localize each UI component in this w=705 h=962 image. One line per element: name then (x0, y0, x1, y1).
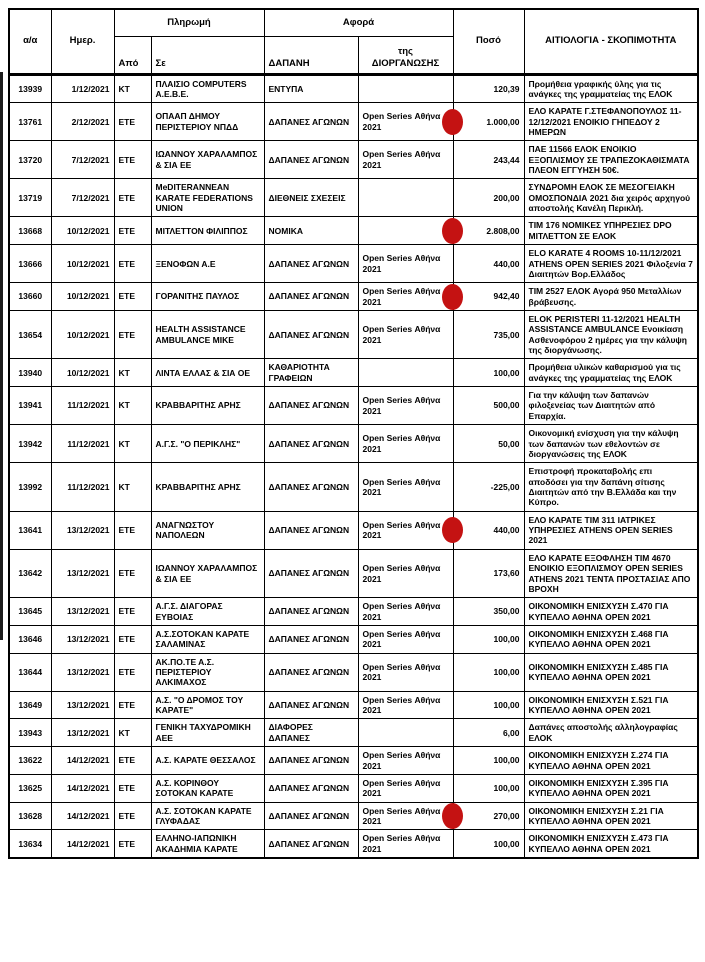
row-amount: 6,00 (502, 727, 520, 738)
row-event: Open Series Αθήνα 2021 (358, 747, 453, 775)
row-id: 13720 (9, 141, 51, 179)
row-event (358, 719, 453, 747)
row-amount: 100,00 (493, 755, 520, 766)
row-expense: ΔΑΠΑΝΕΣ ΑΓΩΝΩΝ (264, 625, 358, 653)
row-date: 10/12/2021 (51, 359, 114, 387)
row-event: Open Series Αθήνα 2021 (358, 425, 453, 463)
row-id: 13642 (9, 549, 51, 597)
row-expense: ΔΑΠΑΝΕΣ ΑΓΩΝΩΝ (264, 747, 358, 775)
row-amount: 440,00 (493, 258, 520, 269)
row-to: Α.Σ. "Ο ΔΡΟΜΟΣ ΤΟΥ ΚΑΡΑΤΕ" (151, 691, 264, 719)
row-expense: ΔΑΠΑΝΕΣ ΑΓΩΝΩΝ (264, 653, 358, 691)
row-date: 10/12/2021 (51, 245, 114, 283)
table-row (9, 103, 698, 141)
row-event (358, 217, 453, 245)
scan-edge-artifact (0, 72, 3, 640)
row-id: 13939 (9, 74, 51, 103)
row-date: 10/12/2021 (51, 283, 114, 311)
row-amount: 100,00 (493, 367, 520, 378)
row-from: ΚΤ (114, 387, 151, 425)
row-event: Open Series Αθήνα 2021 (358, 103, 453, 141)
row-to: ΕΛΛΗΝΟ-ΙΑΠΩΝΙΚΗ ΑΚΑΔΗΜΙΑ ΚΑΡΑΤΕ (151, 830, 264, 858)
row-from: ΕΤΕ (114, 283, 151, 311)
row-to: ΞΕΝΟΦΩΝ Α.Ε (151, 245, 264, 283)
row-justification: ΟΙΚΟΝΟΜΙΚΗ ΕΝΙΣΧΥΣΗ Σ.274 ΓΙΑ ΚΥΠΕΛΛΟ ΑΘΗΝΑ OPEN 2021 (524, 747, 698, 775)
row-from: ΕΤΕ (114, 103, 151, 141)
header-group-payment: Πληρωμή (114, 9, 264, 36)
row-justification: ΠΑΕ 11566 ΕΛΟΚ ΕΝΟΙΚΙΟ ΕΞΟΠΛΙΣΜΟΥ ΣΕ ΤΡΑΠΕΖΟΚΑΘΙΣΜΑΤΑ ΠΛΕΟΝ ΕΓΓΥΗΣΗ 50€. (524, 141, 698, 179)
row-date: 11/12/2021 (51, 425, 114, 463)
row-expense: ΔΑΠΑΝΕΣ ΑΓΩΝΩΝ (264, 830, 358, 858)
row-id: 13940 (9, 359, 51, 387)
red-dot-marker (442, 517, 463, 543)
row-justification: Για την κάλυψη των δαπανών φιλοξενείας των Διαιτητών από Επαρχία. (524, 387, 698, 425)
row-from: ΕΤΕ (114, 245, 151, 283)
row-to: Α.Σ.ΣΟΤΟΚΑΝ ΚΑΡΑΤΕ ΣΑΛΑΜΙΝΑΣ (151, 625, 264, 653)
row-date: 2/12/2021 (51, 103, 114, 141)
row-id: 13654 (9, 310, 51, 358)
table-row (9, 245, 698, 283)
row-date: 13/12/2021 (51, 598, 114, 626)
row-amount: 50,00 (498, 438, 520, 449)
table-row (9, 511, 698, 549)
row-expense: ΔΑΠΑΝΕΣ ΑΓΩΝΩΝ (264, 774, 358, 802)
row-id: 13622 (9, 747, 51, 775)
row-date: 11/12/2021 (51, 463, 114, 511)
row-from: ΕΤΕ (114, 830, 151, 858)
row-from: ΕΤΕ (114, 774, 151, 802)
header-to: Σε (151, 36, 264, 74)
row-justification: Επιστροφή προκαταβολής επι αποδόσει για την δαπάνη σίτισης Διαιτητών από την Β.Ελλάδα και την Κύπρο. (524, 463, 698, 511)
row-from: ΕΤΕ (114, 747, 151, 775)
row-id: 13625 (9, 774, 51, 802)
row-expense: ΕΝΤΥΠΑ (264, 74, 358, 103)
row-event: Open Series Αθήνα 2021 (358, 141, 453, 179)
red-dot-marker (442, 218, 463, 244)
row-to: MeDITERANNEAN KARATE FEDERATIONS UNION (151, 179, 264, 217)
row-id: 13646 (9, 625, 51, 653)
row-date: 14/12/2021 (51, 802, 114, 830)
row-event: Open Series Αθήνα 2021 (358, 802, 453, 830)
expense-table (8, 8, 699, 859)
red-dot-marker (442, 803, 463, 829)
row-to: ΙΩΑΝΝΟΥ ΧΑΡΑΛΑΜΠΟΣ & ΣΙΑ ΕΕ (151, 549, 264, 597)
table-row (9, 549, 698, 597)
row-expense: ΔΑΠΑΝΕΣ ΑΓΩΝΩΝ (264, 549, 358, 597)
header-date: Ημερ. (51, 9, 114, 74)
row-amount-cell (453, 387, 524, 425)
row-amount-cell (453, 141, 524, 179)
row-from: ΕΤΕ (114, 141, 151, 179)
row-amount: -225,00 (490, 481, 520, 492)
row-event: Open Series Αθήνα 2021 (358, 310, 453, 358)
row-amount: 173,60 (493, 568, 520, 579)
table-row (9, 463, 698, 511)
row-event: Open Series Αθήνα 2021 (358, 283, 453, 311)
row-amount: 100,00 (493, 667, 520, 678)
row-amount: 243,44 (493, 154, 520, 165)
row-amount-cell (453, 217, 524, 245)
row-expense: ΔΑΠΑΝΕΣ ΑΓΩΝΩΝ (264, 598, 358, 626)
row-id: 13992 (9, 463, 51, 511)
row-amount: 100,00 (493, 699, 520, 710)
row-expense: ΔΑΠΑΝΕΣ ΑΓΩΝΩΝ (264, 802, 358, 830)
row-from: ΕΤΕ (114, 310, 151, 358)
row-from: ΕΤΕ (114, 625, 151, 653)
row-amount: 270,00 (493, 810, 520, 821)
row-to: ΙΩΑΝΝΟΥ ΧΑΡΑΛΑΜΠΟΣ & ΣΙΑ ΕΕ (151, 141, 264, 179)
row-amount: 440,00 (493, 525, 520, 536)
row-justification: ΟΙΚΟΝΟΜΙΚΗ ΕΝΙΣΧΥΣΗ Σ.470 ΓΙΑ ΚΥΠΕΛΛΟ ΑΘΗΝΑ OPEN 2021 (524, 598, 698, 626)
row-from: ΕΤΕ (114, 653, 151, 691)
header-group-concerns: Αφορά (264, 9, 453, 36)
row-amount: 735,00 (493, 329, 520, 340)
table-row (9, 747, 698, 775)
row-to: ΚΡΑΒΒΑΡΙΤΗΣ ΑΡΗΣ (151, 463, 264, 511)
table-row (9, 387, 698, 425)
table-body (9, 74, 698, 858)
row-to: ΓΟΡΑΝΙΤΗΣ ΠΑΥΛΟΣ (151, 283, 264, 311)
row-amount-cell (453, 245, 524, 283)
row-expense: ΔΑΠΑΝΕΣ ΑΓΩΝΩΝ (264, 425, 358, 463)
row-justification: Προμήθεια γραφικής ύλης για τις ανάγκες της γραμματείας της ΕΛΟΚ (524, 74, 698, 103)
row-id: 13628 (9, 802, 51, 830)
row-amount-cell (453, 625, 524, 653)
row-from: ΕΤΕ (114, 511, 151, 549)
row-event (358, 359, 453, 387)
row-from: ΚΤ (114, 719, 151, 747)
row-justification: ELOK PERISTERI 11-12/2021 HEALTH ASSISTANCE AMBULANCE Ενοικίαση Ασθενοφόρου 2 ημέρες για την κάλυψη της διοργάνωσης. (524, 310, 698, 358)
table-row (9, 425, 698, 463)
row-event: Open Series Αθήνα 2021 (358, 511, 453, 549)
row-to: ΜΙΤΛΕΤΤΟΝ ΦΙΛΙΠΠΟΣ (151, 217, 264, 245)
table-row (9, 719, 698, 747)
header-event (358, 36, 453, 74)
row-from: ΚΤ (114, 359, 151, 387)
row-expense: ΔΑΠΑΝΕΣ ΑΓΩΝΩΝ (264, 387, 358, 425)
row-justification: ELO KARATE 4 ROOMS 10-11/12/2021 ATHENS OPEN SERIES 2021 Φιλοξενία 7 Διαιτητών Βορ.Ελλάδος (524, 245, 698, 283)
row-amount-cell (453, 747, 524, 775)
row-id: 13943 (9, 719, 51, 747)
row-amount: 942,40 (493, 291, 520, 302)
row-amount-cell (453, 691, 524, 719)
row-expense: ΔΑΠΑΝΕΣ ΑΓΩΝΩΝ (264, 463, 358, 511)
row-id: 13761 (9, 103, 51, 141)
table-row (9, 774, 698, 802)
row-amount: 1.000,00 (486, 116, 520, 127)
row-id: 13649 (9, 691, 51, 719)
row-to: ΑΚ.ΠΟ.ΤΕ Α.Σ. ΠΕΡΙΣΤΕΡΙΟΥ ΑΛΚΙΜΑΧΟΣ (151, 653, 264, 691)
row-amount-cell (453, 802, 524, 830)
row-justification: ΕΛΟ ΚΑΡΑΤΕ Γ.ΣΤΕΦΑΝΟΠΟΥΛΟΣ 11-12/12/2021 ΕΝΟΙΚΙΟ ΓΗΠΕΔΟΥ 2 ΗΜΕΡΩΝ (524, 103, 698, 141)
row-id: 13941 (9, 387, 51, 425)
row-date: 13/12/2021 (51, 691, 114, 719)
row-amount: 350,00 (493, 606, 520, 617)
row-justification: ΤΙΜ 2527 ΕΛΟΚ Αγορά 950 Μεταλλίων βράβευσης. (524, 283, 698, 311)
header-from: Από (114, 36, 151, 74)
row-date: 7/12/2021 (51, 179, 114, 217)
row-to: Α.Σ. ΣΟΤΟΚΑΝ ΚΑΡΑΤΕ ΓΛΥΦΑΔΑΣ (151, 802, 264, 830)
table-row (9, 598, 698, 626)
row-to: ΠΛΑΙΣΙΟ COMPUTERS Α.Ε.Β.Ε. (151, 74, 264, 103)
row-amount-cell (453, 283, 524, 311)
row-justification: ΟΙΚΟΝΟΜΙΚΗ ΕΝΙΣΧΥΣΗ Σ.395 ΓΙΑ ΚΥΠΕΛΛΟ ΑΘΗΝΑ OPEN 2021 (524, 774, 698, 802)
row-event: Open Series Αθήνα 2021 (358, 245, 453, 283)
table-row (9, 830, 698, 858)
row-date: 13/12/2021 (51, 549, 114, 597)
row-justification: ΟΙΚΟΝΟΜΙΚΗ ΕΝΙΣΧΥΣΗ Σ.521 ΓΙΑ ΚΥΠΕΛΛΟ ΑΘΗΝΑ OPEN 2021 (524, 691, 698, 719)
row-from: ΕΤΕ (114, 598, 151, 626)
row-justification: ΕΛΟ ΚΑΡΑΤΕ ΤΙΜ 311 ΙΑΤΡΙΚΕΣ ΥΠΗΡΕΣΙΕΣ ATHENS OPEN SERIES 2021 (524, 511, 698, 549)
row-expense: ΔΑΠΑΝΕΣ ΑΓΩΝΩΝ (264, 141, 358, 179)
row-amount-cell (453, 359, 524, 387)
row-amount-cell (453, 103, 524, 141)
row-to: ΓΕΝΙΚΗ ΤΑΧΥΔΡΟΜΙΚΗ ΑΕΕ (151, 719, 264, 747)
row-date: 10/12/2021 (51, 217, 114, 245)
row-to: ΚΡΑΒΒΑΡΙΤΗΣ ΑΡΗΣ (151, 387, 264, 425)
row-justification: ΣΥΝΔΡΟΜΗ ΕΛΟΚ ΣΕ ΜΕΣΟΓΕΙΑΚΗ ΟΜΟΣΠΟΝΔΙΑ 2021 δια χειρός αρχηγού αποστολής Κανέλη Περικλή. (524, 179, 698, 217)
row-expense: ΔΑΠΑΝΕΣ ΑΓΩΝΩΝ (264, 691, 358, 719)
row-from: ΕΤΕ (114, 217, 151, 245)
row-to: HEALTH ASSISTANCE AMBULANCE MIKE (151, 310, 264, 358)
row-event (358, 179, 453, 217)
row-justification: Προμήθεια υλικών καθαρισμού για τις ανάγκες της γραμματείας της ΕΛΟΚ (524, 359, 698, 387)
row-id: 13634 (9, 830, 51, 858)
table-row (9, 179, 698, 217)
row-event (358, 74, 453, 103)
header-event-line2: ΔΙΟΡΓΑΝΩΣΗΣ (371, 57, 440, 69)
header-justification: ΑΙΤΙΟΛΟΓΙΑ - ΣΚΟΠΙΜΟΤΗΤΑ (524, 9, 698, 74)
row-id: 13660 (9, 283, 51, 311)
row-amount: 100,00 (493, 634, 520, 645)
row-expense: ΔΑΠΑΝΕΣ ΑΓΩΝΩΝ (264, 310, 358, 358)
table-row (9, 691, 698, 719)
table-header (9, 9, 698, 74)
row-date: 14/12/2021 (51, 830, 114, 858)
row-expense: ΔΙΕΘΝΕΙΣ ΣΧΕΣΕΙΣ (264, 179, 358, 217)
row-justification: ΟΙΚΟΝΟΜΙΚΗ ΕΝΙΣΧΥΣΗ Σ.485 ΓΙΑ ΚΥΠΕΛΛΟ ΑΘΗΝΑ OPEN 2021 (524, 653, 698, 691)
row-from: ΚΤ (114, 74, 151, 103)
row-to: ΟΠΑΑΠ ΔΗΜΟΥ ΠΕΡΙΣΤΕΡΙΟΥ ΝΠΔΔ (151, 103, 264, 141)
header-aa: α/α (9, 9, 51, 74)
row-to: Α.Σ. ΚΟΡΙΝΘΟΥ ΣΟΤΟΚΑΝ ΚΑΡΑΤΕ (151, 774, 264, 802)
row-date: 7/12/2021 (51, 141, 114, 179)
row-to: Α.Γ.Σ. ΔΙΑΓΟΡΑΣ ΕΥΒΟΙΑΣ (151, 598, 264, 626)
row-event: Open Series Αθήνα 2021 (358, 598, 453, 626)
row-justification: Δαπάνες αποστολής αλληλογραφίας ΕΛΟΚ (524, 719, 698, 747)
row-date: 10/12/2021 (51, 310, 114, 358)
row-amount: 200,00 (493, 192, 520, 203)
row-justification: ΟΙΚΟΝΟΜΙΚΗ ΕΝΙΣΧΥΣΗ Σ.21 ΓΙΑ ΚΥΠΕΛΛΟ ΑΘΗΝΑ OPEN 2021 (524, 802, 698, 830)
table-row (9, 625, 698, 653)
row-amount-cell (453, 511, 524, 549)
row-justification: ΟΙΚΟΝΟΜΙΚΗ ΕΝΙΣΧΥΣΗ Σ.473 ΓΙΑ ΚΥΠΕΛΛΟ ΑΘΗΝΑ OPEN 2021 (524, 830, 698, 858)
row-expense: ΝΟΜΙΚΑ (264, 217, 358, 245)
row-amount: 100,00 (493, 783, 520, 794)
row-id: 13644 (9, 653, 51, 691)
red-dot-marker (442, 284, 463, 310)
row-id: 13942 (9, 425, 51, 463)
row-date: 1/12/2021 (51, 74, 114, 103)
row-expense: ΔΑΠΑΝΕΣ ΑΓΩΝΩΝ (264, 511, 358, 549)
table-row (9, 283, 698, 311)
row-date: 13/12/2021 (51, 719, 114, 747)
row-expense: ΔΑΠΑΝΕΣ ΑΓΩΝΩΝ (264, 283, 358, 311)
row-id: 13719 (9, 179, 51, 217)
row-amount: 120,39 (493, 83, 520, 94)
row-justification: ΤΙΜ 176 ΝΟΜΙΚΕΣ ΥΠΗΡΕΣΙΕΣ DPO ΜΙΤΛΕΤΤΟΝ ΣΕ ΕΛΟΚ (524, 217, 698, 245)
row-expense: ΔΑΠΑΝΕΣ ΑΓΩΝΩΝ (264, 245, 358, 283)
row-event: Open Series Αθήνα 2021 (358, 625, 453, 653)
row-event: Open Series Αθήνα 2021 (358, 830, 453, 858)
row-id: 13668 (9, 217, 51, 245)
row-to: ΑΝΑΓΝΩΣΤΟΥ ΝΑΠΟΛΕΩΝ (151, 511, 264, 549)
red-dot-marker (442, 109, 463, 135)
table-row (9, 359, 698, 387)
row-amount-cell (453, 179, 524, 217)
row-event: Open Series Αθήνα 2021 (358, 774, 453, 802)
table-row (9, 141, 698, 179)
header-amount: Ποσό (453, 9, 524, 74)
row-amount-cell (453, 598, 524, 626)
row-to: Α.Σ. ΚΑΡΑΤΕ ΘΕΣΣΑΛΟΣ (151, 747, 264, 775)
row-to: ΛΙΝΤΑ ΕΛΛΑΣ & ΣΙΑ ΟΕ (151, 359, 264, 387)
row-from: ΕΤΕ (114, 802, 151, 830)
row-id: 13645 (9, 598, 51, 626)
row-justification: ΕΛΟ ΚΑΡΑΤΕ ΕΞΟΦΛΗΣΗ ΤΙΜ 4670 ΕΝΟΙΚΙΟ ΕΞΟΠΛΙΣΜΟΥ OPEN SERIES ATHENS 2021 ΤΕΝΤΑ ΠΡΟΣΤΑΣΙΑΣ ΑΠΟ ΒΡΟΧΗ (524, 549, 698, 597)
row-event: Open Series Αθήνα 2021 (358, 387, 453, 425)
table-row (9, 802, 698, 830)
row-date: 13/12/2021 (51, 511, 114, 549)
row-from: ΕΤΕ (114, 691, 151, 719)
row-from: ΚΤ (114, 425, 151, 463)
row-justification: Οικονομική ενίσχυση για την κάλυψη των δαπανών των εθελοντών σε διοργανώσεις της ΕΛΟΚ (524, 425, 698, 463)
row-from: ΚΤ (114, 463, 151, 511)
row-expense: ΔΑΠΑΝΕΣ ΑΓΩΝΩΝ (264, 103, 358, 141)
header-expense: ΔΑΠΑΝΗ (264, 36, 358, 74)
row-date: 13/12/2021 (51, 653, 114, 691)
row-date: 13/12/2021 (51, 625, 114, 653)
row-event: Open Series Αθήνα 2021 (358, 653, 453, 691)
row-date: 14/12/2021 (51, 747, 114, 775)
row-amount-cell (453, 74, 524, 103)
table-row (9, 217, 698, 245)
row-date: 11/12/2021 (51, 387, 114, 425)
row-event: Open Series Αθήνα 2021 (358, 463, 453, 511)
row-from: ΕΤΕ (114, 549, 151, 597)
row-justification: ΟΙΚΟΝΟΜΙΚΗ ΕΝΙΣΧΥΣΗ Σ.468 ΓΙΑ ΚΥΠΕΛΛΟ ΑΘΗΝΑ OPEN 2021 (524, 625, 698, 653)
row-amount-cell (453, 774, 524, 802)
header-event-line1: της (398, 46, 413, 58)
row-amount-cell (453, 549, 524, 597)
table-row (9, 653, 698, 691)
row-amount: 500,00 (493, 400, 520, 411)
table-row (9, 74, 698, 103)
row-amount-cell (453, 719, 524, 747)
row-amount-cell (453, 425, 524, 463)
row-amount-cell (453, 310, 524, 358)
row-date: 14/12/2021 (51, 774, 114, 802)
row-id: 13641 (9, 511, 51, 549)
row-amount: 100,00 (493, 838, 520, 849)
row-expense: ΚΑΘΑΡΙΟΤΗΤΑ ΓΡΑΦΕΙΩΝ (264, 359, 358, 387)
row-amount-cell (453, 653, 524, 691)
row-amount-cell (453, 830, 524, 858)
row-amount: 2.808,00 (486, 225, 520, 236)
table-row (9, 310, 698, 358)
row-event: Open Series Αθήνα 2021 (358, 549, 453, 597)
row-from: ΕΤΕ (114, 179, 151, 217)
row-amount-cell (453, 463, 524, 511)
row-id: 13666 (9, 245, 51, 283)
row-expense: ΔΙΑΦΟΡΕΣ ΔΑΠΑΝΕΣ (264, 719, 358, 747)
row-event: Open Series Αθήνα 2021 (358, 691, 453, 719)
row-to: Α.Γ.Σ. "Ο ΠΕΡΙΚΛΗΣ" (151, 425, 264, 463)
